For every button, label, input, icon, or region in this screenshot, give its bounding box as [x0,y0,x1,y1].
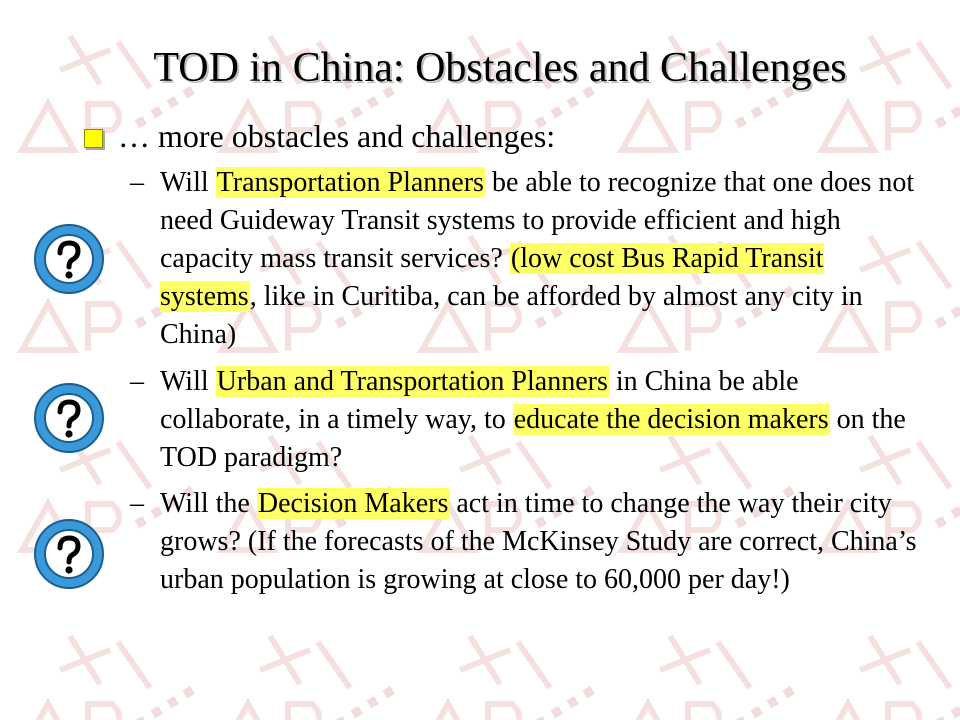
text-run: on the TOD paradigm? [160,404,906,473]
highlight-urban-planners: Urban and Transportation Planners [216,366,608,397]
main-bullet-text: … more obstacles and challenges: [118,118,556,154]
sub-bullet-1 [130,164,920,354]
text-run: Will [160,167,216,198]
highlight-transportation-planners: Transportation Planners [216,167,484,198]
highlight-brt: (low cost Bus Rapid Transit systems [160,243,824,312]
text-run: , like in Curitiba, can be afforded by almost any city in China) [160,281,863,350]
question-circle-icon [32,517,106,591]
highlight-educate: educate the decision makers [513,404,829,435]
dash-marker: – [130,167,144,198]
text-run: Will the [160,488,257,519]
sub-bullet-2-text [160,363,920,477]
text-run: Will [160,366,216,397]
sub-bullet-1-text [160,164,920,354]
slide-title: TOD in China: Obstacles and Challenges [153,45,847,91]
text-run: act in time to change the way their city grows? (If the forecasts of the McKinsey Study are correct, China’s urban population is growing at close to 60,000 per day!) [160,488,917,595]
dash-marker: – [130,488,144,519]
bullet-square-icon [84,129,103,148]
question-circle-icon [32,381,106,455]
sub-bullet-3 [130,485,920,599]
text-run: in China be able collaborate, in a timely way, to [160,366,799,435]
highlight-decision-makers: Decision Makers [257,488,449,519]
text-run: be able to recognize that one does not need Guideway Transit systems to provide efficient and high capacity mass transit services? [160,167,915,274]
sub-bullet-3-text [160,485,920,599]
question-circle-icon [32,222,106,296]
dash-marker: – [130,366,144,397]
sub-bullet-2 [130,363,920,477]
